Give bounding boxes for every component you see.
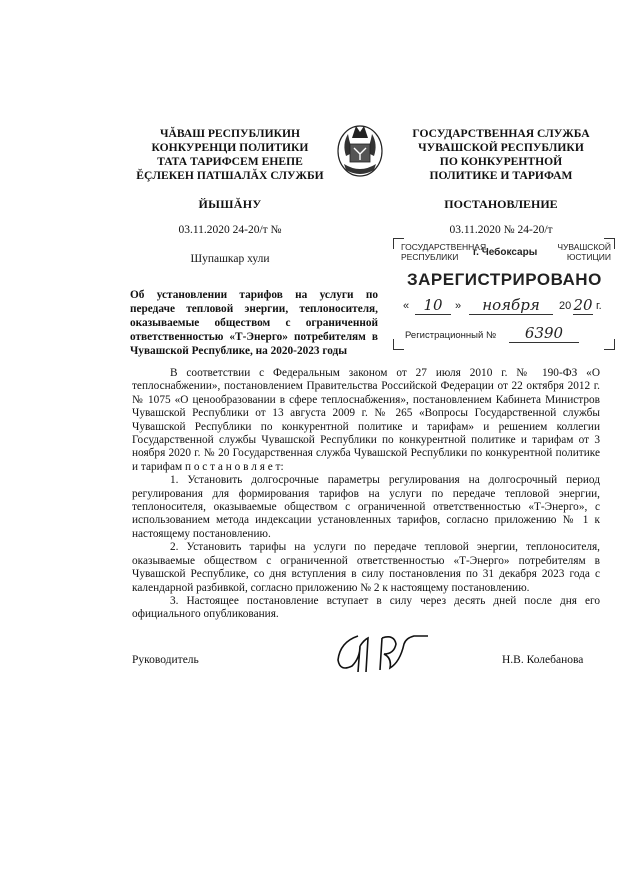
left-date-number: 03.11.2020 24-20/т №: [178, 224, 282, 236]
stamp-month: ноября: [469, 296, 553, 315]
left-header-line: КОНКУРЕНЦИ ПОЛИТИКИ: [151, 141, 309, 154]
stamp-city: г. Чебоксары: [473, 247, 538, 258]
stamp-quote-close: »: [455, 300, 462, 312]
body-paragraph: 3. Настоящее постановление вступает в силу через десять дней после дня его официального опубликования.: [132, 594, 600, 621]
left-header-line: ЧĂВАШ РЕСПУБЛИКИН: [159, 127, 301, 140]
stamp-year-unit: г.: [596, 300, 602, 312]
stamp-top-left-2: РЕСПУБЛИКИ: [401, 252, 459, 262]
document-body: [132, 367, 600, 622]
stamp-title: ЗАРЕГИСТРИРОВАНО: [407, 270, 602, 289]
stamp-reg-label: Регистрационный №: [405, 330, 497, 341]
stamp-day: 10: [415, 296, 451, 315]
right-header-line: ПО КОНКУРЕНТНОЙ: [439, 155, 563, 168]
body-paragraph: 1. Установить долгосрочные параметры регулирования на долгосрочный период регулирования для формирования тарифов на услуги по передаче тепловой энергии, теплоносителя, оказываемые обществом с ограниченной ответственностью «Т-Энерго», с использованием метода индексации установленных тарифов, согласно приложению № 1 к настоящему постановлению.: [132, 474, 600, 540]
right-doc-type: ПОСТАНОВЛЕНИЕ: [444, 197, 558, 211]
body-paragraph: 2. Установить тарифы на услуги по передаче тепловой энергии, теплоносителя, оказываемые обществом с ограниченной ответственностью «Т-Энерго» потребителям в Чувашской Республике, со дня вступления в силу постановления по 31 декабря 2023 года с календарной разбивкой, согласно приложению № 2 к настоящему постановлению.: [132, 541, 600, 594]
left-header-line: ТАТА ТАРИФСЕМ ЕНЕПЕ: [157, 155, 303, 168]
handwritten-signature-icon: [330, 628, 430, 678]
stamp-top-right: ЧУВАШСКОЙ: [557, 242, 611, 252]
signature-role: Руководитель: [132, 654, 199, 666]
left-header-line: ĔÇЛЕКЕН ПАТШАЛĂХ СЛУЖБИ: [136, 169, 324, 182]
body-paragraph: В соответствии с Федеральным законом от 27 июля 2010 г. № 190-ФЗ «О теплоснабжении», постановлением Правительства Российской Федерации от 22 октября 2012 г. № 1075 «О ценообразовании в сфере теплоснабжения», постановлением Кабинета Министров Чувашской Республики от 13 августа 2009 г. № 265 «Вопросы Государственной службы Чувашской Республики по конкурентной политике и тарифам» и решением коллегии Государственной службы Чувашской Республики по конкурентной политике и тарифам от 3 ноября 2020 г. № 20 Государственная служба Чувашской Республики по конкурентной политике и тарифам п о с т а н о в л я е т:: [132, 367, 600, 473]
signature-name: Н.В. Колебанова: [502, 654, 584, 666]
stamp-reg-number: 6390: [509, 324, 579, 343]
left-doc-type: ЙЫШĂНУ: [198, 197, 262, 211]
stamp-top-left: ГОСУДАРСТВЕННАЯ: [401, 242, 487, 252]
stamp-year-suffix: 20: [573, 296, 593, 314]
stamp-year-prefix: 20: [559, 300, 572, 312]
stamp-reg-row: [401, 324, 607, 344]
right-header: [398, 127, 604, 183]
stamp-top-right-2: ЮСТИЦИИ: [566, 252, 611, 262]
emblem-icon: [332, 116, 388, 180]
document-title: Об установлении тарифов на услуги по передаче тепловой энергии, теплоносителя, оказываемые обществом с ограниченной ответственностью «Т-Энерго» потребителям в Чувашской Республике, на 2020-2023 годы: [130, 289, 378, 357]
right-date-number: 03.11.2020 № 24-20/т: [449, 224, 553, 236]
stamp-quote-open: «: [403, 300, 410, 312]
right-header-line: ГОСУДАРСТВЕННАЯ СЛУЖБА: [412, 127, 590, 140]
right-header-line: ПОЛИТИКЕ И ТАРИФАМ: [429, 169, 573, 182]
left-header: [130, 127, 330, 183]
right-header-line: ЧУВАШСКОЙ РЕСПУБЛИКИ: [418, 141, 584, 154]
stamp-date-row: [401, 296, 607, 316]
registration-stamp: [393, 238, 615, 350]
left-city: Шупашкар хули: [190, 253, 270, 265]
